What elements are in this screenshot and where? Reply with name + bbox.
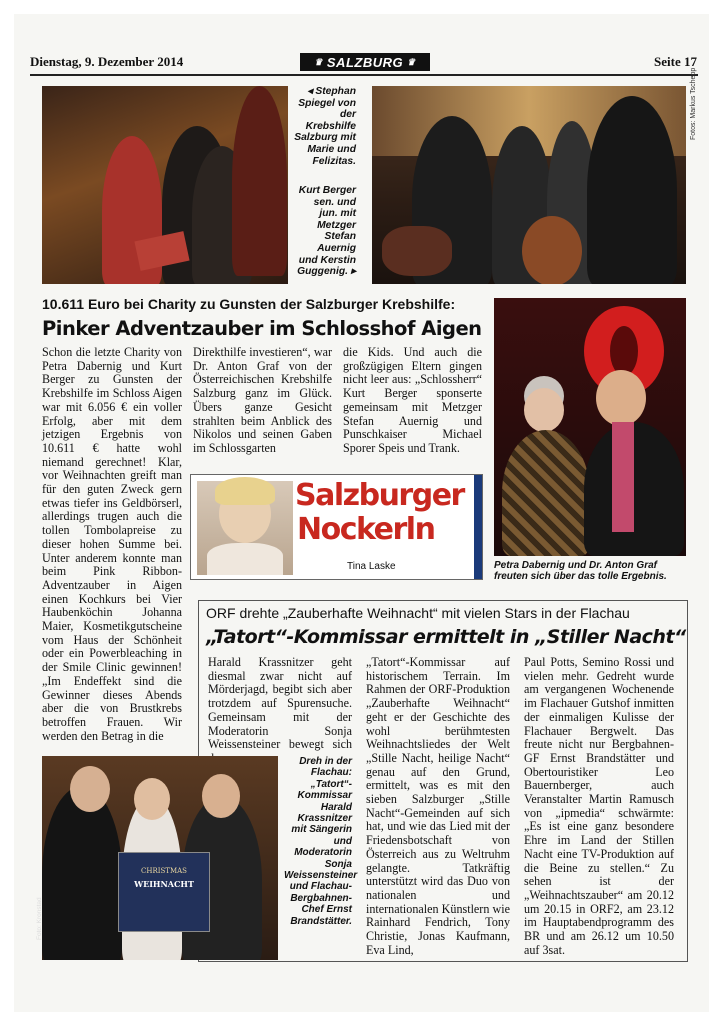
photo-tatort-flachau <box>42 756 278 960</box>
page-number: Seite 17 <box>654 54 697 69</box>
article1-headline: Pinker Adventzauber im Schlosshof Aigen <box>42 317 482 340</box>
article2-col3: Paul Potts, Semino Rossi und vielen mehr. Gedreht wurde am vergangenen Wochenende im Flachauer Gutshof inmitten der einmaligen Kulisse der Flachauer Bergwelt. Das freute nicht nur Bergbahnen-GF Ernst Brandstätter und Obertouristiker Leo Bauernberger, auch Veranstalter Martin Ramusch von „ipmedia“ schwärmte: „Es ist eine ganz besondere Ehre im Land der Stillen Nacht eine TV-Produktion auf die Beine zu stellen.“ Zu sehen ist der „Weihnachtszauber“ am 20.12 um 20.15 in ORF2, am 23.12 im Hauptabendprogramm des BR und am 26.12 um 10.50 auf 3sat. <box>524 655 674 957</box>
header-rule <box>30 74 698 76</box>
photo-kurt-berger <box>372 86 686 284</box>
crown-icon: ♛ <box>407 56 416 67</box>
article2-kicker: ORF drehte „Zauberhafte Weihnacht“ mit vielen Stars in der Flachau <box>206 605 630 621</box>
crown-icon: ♛ <box>314 56 323 67</box>
column-author: Tina Laske <box>347 561 396 572</box>
article1-col2: Direkthilfe investieren“, war Dr. Anton Graf von der Österreichischen Krebshilfe Salzburg ganz im Glück. Übers ganze Gesicht strahlten beim Anblick des Nikolos und seinen Gaben im Schlossgarten <box>193 345 332 455</box>
caption-petra: Petra Dabernig und Dr. Anton Graf freuten sich über das tolle Ergebnis. <box>494 560 667 582</box>
poster-line1: CHRISTMAS <box>141 867 187 875</box>
article2-headline: „Tatort“-Kommissar ermittelt in „Stiller Nacht“ <box>206 626 686 648</box>
article2-col1: Harald Krassnitzer geht diesmal zwar nicht auf Mörderjagd, begibt sich aber trotzdem auf Spurensuche. Gemeinsam mit der Moderatorin Sonja Weissensteiner bewegt sich <box>208 655 352 752</box>
author-portrait <box>197 481 293 575</box>
poster-line2: WEIHNACHT <box>134 879 194 889</box>
column-title-1: Salzburger <box>295 478 464 513</box>
photo-credit-bottom: Foto: Kronstad <box>36 897 43 940</box>
caption-drehe: Dreh in der Flachau: „Tatort“-Kommissar Harald Krassnitzer mit Sängerin und Moderatorin Sonja Weissensteiner und Flachau-Bergbahnen-Chef Ernst Brandstätter. <box>284 756 358 927</box>
article1-col1: Schon die letzte Charity von Petra Dabernig und Kurt Berger zu Gunsten der Krebshilfe im Schloss Aigen war mit 6.056 € ein voller Erfolg, aber mit dem jetzigen Ergebnis von 10.611 € hatte wohl niemand gerechnet! Klar, vor Weihnachten greift man für den guten Zweck gern etwas tiefer ins Geldbörserl, allerdings trugen auch die tollen Tombolapreise zu dieser hohen Summe bei. Unter anderem konnte man beim Pink Ribbon-Adventzauber in Aigen einen Kochkurs bei Vier Haubenköchin Johanna Maier, Kosmetikgutscheine vom Haus der Schönheit oder ein Powerbleaching in der Smile Clinic gewinnen! „Im Endeffekt sind die Gewinner dieses Abends aber die von Brustkrebs betroffen Frauen. Wir werden den Betrag in die <box>42 345 182 743</box>
section-title: SALZBURG <box>326 54 404 70</box>
photo-stephan-spiegel <box>42 86 288 284</box>
article1-col3: die Kids. Und auch die großzügigen Eltern gingen nicht leer aus: „Schlossherr“ Kurt Berger sponserte gemeinsam mit Metzger Stefan Auernig und Punschkaiser Michael Sporer Speis und Trank. <box>343 345 482 455</box>
column-box <box>190 474 483 580</box>
article2-col2: „Tatort“-Kommissar auf historischem Terrain. Im Rahmen der ORF-Produktion „Zauberhafte Weihnacht“ geht er der Geschichte des wohl berühmtesten Weihnachtsliedes der Welt „Stille Nacht, heilige Nacht“ genau auf den Grund, ermittelt, was es mit den sieben Salzburger „Stille Nacht“-Gemeinden auf sich hat, und wie das Lied mit der Friedensbotschaft von Österreich aus zu Weltruhm gelangte. Tatkräftig unterstützt wird das Duo von nationalen und internationalen Künstlern wie Rainhard Fendrich, Tony Christie, Jonas Kaufmann, Eva Lind, <box>366 655 510 957</box>
page-date: Dienstag, 9. Dezember 2014 <box>30 54 184 69</box>
article1-kicker: 10.611 Euro bei Charity zu Gunsten der Salzburger Krebshilfe: <box>42 296 456 312</box>
section-badge <box>300 53 430 71</box>
caption-stephan: ◂ Stephan Spiegel von der Krebshilfe Salzburg mit Marie und Felizitas. <box>294 86 356 167</box>
column-accent-bar <box>474 475 482 579</box>
photo-credit-top: Fotos: Markus Tschepp <box>690 67 697 140</box>
tv-poster <box>118 852 210 932</box>
column-title-2: Nockerln <box>297 512 435 547</box>
photo-petra-graf <box>494 298 686 556</box>
caption-berger: Kurt Berger sen. und jun. mit Metzger Stefan Auernig und Kerstin Guggenig. ▸ <box>297 185 356 278</box>
